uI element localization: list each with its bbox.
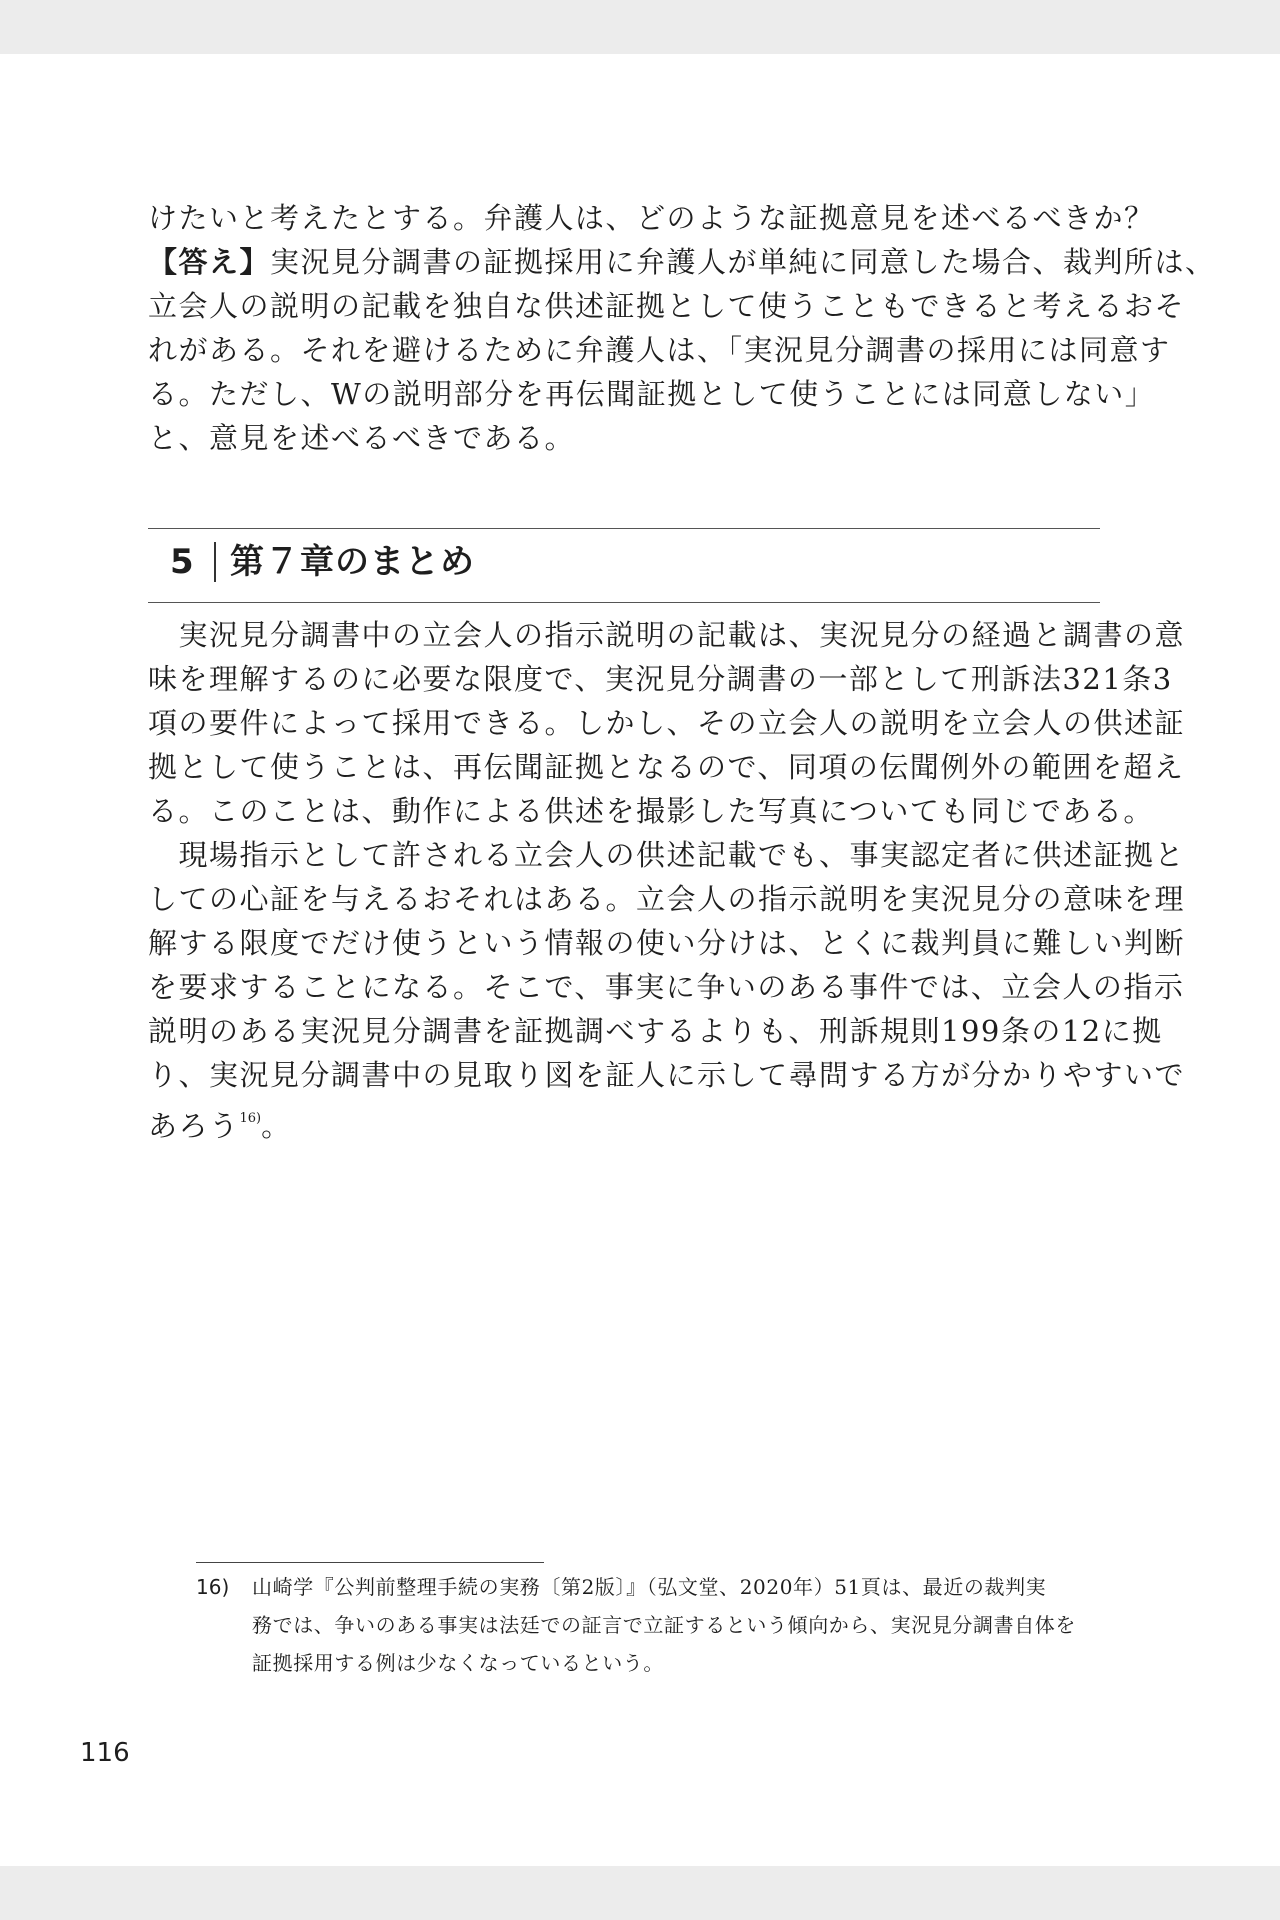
- text-line: る。ただし、Wの説明部分を再伝聞証拠として使うことには同意しない」: [148, 377, 1156, 411]
- footnote-line: 務では、争いのある事実は法廷での証言で立証するという傾向から、実況見分調書自体を: [252, 1613, 1076, 1637]
- text-line: 解する限度でだけ使うという情報の使い分けは、とくに裁判員に難しい判断: [148, 926, 1186, 960]
- text-line: 実況見分調書中の立会人の指示説明の記載は、実況見分の経過と調書の意: [148, 618, 1186, 652]
- footnote-number: 16): [196, 1575, 230, 1599]
- footnote-rule: [196, 1562, 544, 1563]
- text-line: 説明のある実況見分調書を証拠調べするよりも、刑訴規則199条の12に拠: [148, 1014, 1163, 1048]
- footnote-text: [252, 1568, 1100, 1682]
- text-line: 項の要件によって採用できる。しかし、その立会人の説明を立会人の供述証: [148, 706, 1186, 740]
- section-heading: [148, 530, 1100, 594]
- footnote-line: 証拠採用する例は少なくなっているという。: [252, 1651, 664, 1675]
- last-line-end: 。: [261, 1109, 292, 1143]
- section-title: 第７章のまとめ: [230, 542, 475, 582]
- text-line: 現場指示として許される立会人の供述記載でも、事実認定者に供述証拠と: [148, 838, 1186, 872]
- last-line-text: あろう: [148, 1109, 240, 1143]
- text-line: 味を理解するのに必要な限度で、実況見分調書の一部として刑訴法321条3: [148, 662, 1173, 696]
- text-line: 立会人の説明の記載を独自な供述証拠として使うこともできると考えるおそ: [148, 289, 1186, 323]
- footnote-ref[interactable]: 16): [239, 1111, 262, 1126]
- text-line: り、実況見分調書中の見取り図を証人に示して尋問する方が分かりやすいで: [148, 1058, 1186, 1092]
- section-top-rule: [148, 528, 1100, 529]
- text-line: 拠として使うことは、再伝聞証拠となるので、同項の伝聞例外の範囲を超え: [148, 750, 1185, 784]
- text-line-last: [148, 1097, 1100, 1141]
- text-line: と、意見を述べるべきである。: [148, 421, 576, 455]
- answer-label: 【答え】: [148, 245, 271, 279]
- text-line: を要求することになる。そこで、事実に争いのある事件では、立会人の指示: [148, 970, 1185, 1004]
- summary-block: [148, 613, 1186, 1143]
- text-line: しての心証を与えるおそれはある。立会人の指示説明を実況見分の意味を理: [148, 882, 1186, 916]
- text-line: れがある。それを避けるために弁護人は、「実況見分調書の採用には同意す: [148, 333, 1171, 367]
- answer-first-line-text: 実況見分調書の証拠採用に弁護人が単純に同意した場合、裁判所は、: [270, 245, 1216, 279]
- answer-block: [148, 196, 1216, 460]
- answer-first-line: [148, 240, 1216, 284]
- text-line: る。このことは、動作による供述を撮影した写真についても同じである。: [148, 794, 1154, 828]
- section-bottom-rule: [148, 602, 1100, 603]
- text-line: けたいと考えたとする。弁護人は、どのような証拠意見を述べるべきか？: [148, 201, 1155, 235]
- page-number: 116: [80, 1738, 130, 1768]
- section-number: 5: [170, 542, 194, 582]
- footnote-line: 山崎学『公判前整理手続の実務〔第2版〕』（弘文堂、2020年）51頁は、最近の裁判実: [252, 1575, 1047, 1599]
- section-divider: [214, 542, 216, 582]
